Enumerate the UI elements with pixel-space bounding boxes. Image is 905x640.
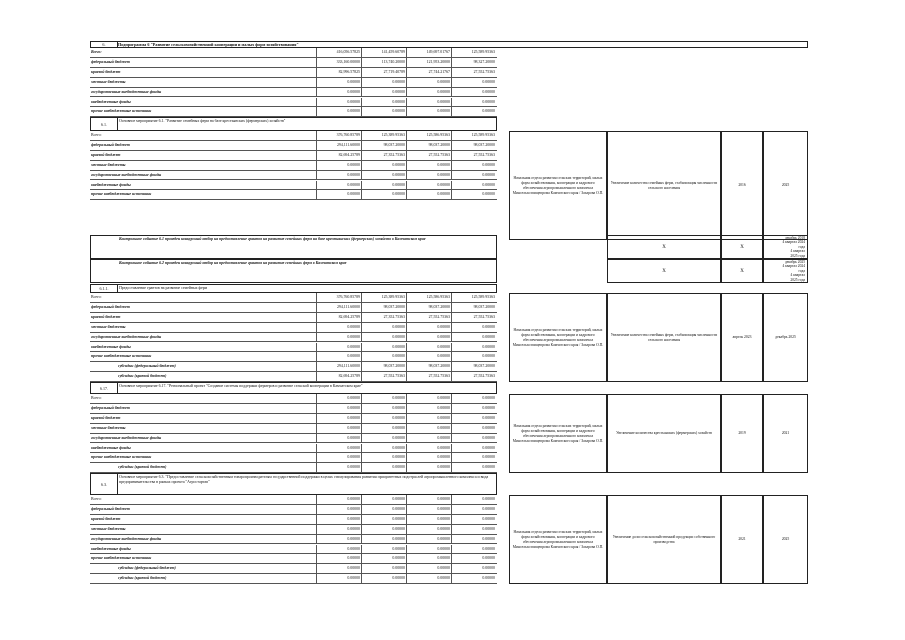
row-value: 0.00000 xyxy=(361,574,406,583)
row-label: внебюджетные фонды xyxy=(91,182,131,187)
row-value: 27,552.75363 xyxy=(406,313,451,322)
row-value: 0.00000 xyxy=(406,453,451,462)
subprogram-header xyxy=(90,41,808,48)
table-row xyxy=(90,515,497,525)
row-value: 0.00000 xyxy=(316,323,361,332)
subprogram-number: 6. xyxy=(91,42,118,47)
table-row xyxy=(90,48,497,58)
section-result: Увеличение количества семейных ферм, стабилизация численности сельского населения xyxy=(607,293,721,382)
row-value: 0.00000 xyxy=(451,505,496,514)
row-value: 0.00000 xyxy=(451,434,496,443)
row-value: 27,552.75363 xyxy=(406,372,451,381)
row-value: 0.00000 xyxy=(451,181,496,190)
row-value: 125,389.95363 xyxy=(361,131,406,140)
row-value: 0.00000 xyxy=(406,505,451,514)
table-row xyxy=(90,505,497,515)
event-date-line: декабрь 2025 xyxy=(784,259,805,264)
table-row xyxy=(90,453,497,463)
row-value: 125,589.95363 xyxy=(451,131,496,140)
row-value: 0.00000 xyxy=(316,434,361,443)
section-title-s611 xyxy=(90,284,497,293)
row-value: 0.00000 xyxy=(406,574,451,583)
row-value: 0.00000 xyxy=(451,424,496,433)
row-value: 0.00000 xyxy=(451,78,496,87)
row-value: 98,037.20000 xyxy=(451,362,496,371)
table-row xyxy=(90,535,497,545)
row-label: краевой бюджет xyxy=(91,69,121,74)
row-value: 0.00000 xyxy=(406,545,451,554)
row-label: прочие внебюджетные источники xyxy=(91,354,152,359)
row-label: субсидии (краевой бюджет) xyxy=(118,465,167,470)
row-label: Всего: xyxy=(91,396,102,400)
row-value: 0.00000 xyxy=(451,414,496,423)
event-date-line: года xyxy=(798,244,805,249)
section-end: 2025 xyxy=(763,495,808,584)
table-row xyxy=(90,78,497,88)
section-result: Увеличение количества семейных ферм, стабилизация численности сельского населения xyxy=(607,131,721,240)
row-value: 0.00000 xyxy=(316,88,361,97)
row-value: 98,037.20000 xyxy=(406,141,451,150)
table-row xyxy=(90,131,497,141)
row-value: 0.00000 xyxy=(451,171,496,180)
row-value: 0.00000 xyxy=(406,404,451,413)
row-value: 0.00000 xyxy=(361,352,406,361)
row-value: 82,694.25789 xyxy=(316,313,361,322)
row-label: субсидии (краевой бюджет) xyxy=(118,576,167,581)
row-value: 0.00000 xyxy=(406,535,451,544)
table-row xyxy=(90,171,497,181)
row-value: 0.00000 xyxy=(406,78,451,87)
row-value: 27,552.75363 xyxy=(361,372,406,381)
section-end: 2025 xyxy=(763,131,808,240)
row-value: 0.00000 xyxy=(406,88,451,97)
table-row xyxy=(90,564,497,574)
table-row xyxy=(90,323,497,333)
section-executor: Начальник отдела развития сельских территорий, малых форм хозяйствования, кооперации и кадрового обеспечения агропромышленного комплекса Минсельхозпищепрома Камчатского края / Захарова О.П. xyxy=(509,495,607,584)
row-label: прочие внебюджетные источники xyxy=(91,192,152,197)
row-value: 0.00000 xyxy=(361,453,406,462)
event-x-mark: X xyxy=(721,259,763,283)
row-label: прочие внебюджетные источники xyxy=(91,556,152,561)
row-value: 98,037.20000 xyxy=(361,362,406,371)
row-value: 82,996.57825 xyxy=(316,68,361,77)
row-label: федеральный бюджет xyxy=(91,405,130,410)
row-value: 0.00000 xyxy=(406,463,451,472)
row-value: 0.00000 xyxy=(451,333,496,342)
row-label: федеральный бюджет xyxy=(91,142,130,147)
row-value: 27,352.75363 xyxy=(361,151,406,160)
table-row xyxy=(90,444,497,454)
row-label: краевой бюджет xyxy=(91,415,121,420)
row-value: 0.00000 xyxy=(406,414,451,423)
row-value: 0.00000 xyxy=(451,515,496,524)
row-value: 0.00000 xyxy=(406,564,451,573)
row-value: 0.00000 xyxy=(361,564,406,573)
row-value: 294,111.60000 xyxy=(316,303,361,312)
table-row xyxy=(90,141,497,151)
row-value: 0.00000 xyxy=(451,545,496,554)
table-row xyxy=(90,68,497,78)
row-value: 0.00000 xyxy=(316,181,361,190)
row-label: местные бюджеты xyxy=(91,324,126,329)
row-value: 0.00000 xyxy=(406,343,451,352)
row-value: 0.00000 xyxy=(361,463,406,472)
table-row xyxy=(90,313,497,323)
row-label: местные бюджеты xyxy=(91,526,126,531)
row-value: 0.00000 xyxy=(451,495,496,504)
event-date-line: 4 квартал 2024 xyxy=(782,240,805,245)
table-row xyxy=(90,343,497,353)
row-value: 0.00000 xyxy=(316,463,361,472)
row-value: 98,037.20000 xyxy=(451,141,496,150)
row-value: 0.00000 xyxy=(361,554,406,563)
row-value: 0.00000 xyxy=(316,414,361,423)
budget-table xyxy=(90,41,808,581)
row-value: 0.00000 xyxy=(406,424,451,433)
row-value: 0.00000 xyxy=(451,453,496,462)
table-row xyxy=(90,151,497,161)
row-label: государственные внебюджетные фонды xyxy=(91,435,162,440)
row-value: 98,037.20000 xyxy=(361,303,406,312)
row-value: 0.00000 xyxy=(361,414,406,423)
row-value: 0.00000 xyxy=(451,564,496,573)
row-value: 0.00000 xyxy=(406,171,451,180)
row-value: 0.00000 xyxy=(406,495,451,504)
row-value: 0.00000 xyxy=(451,107,496,116)
row-value: 0.00000 xyxy=(406,107,451,116)
row-label: внебюджетные фонды xyxy=(91,344,131,349)
row-value: 0.00000 xyxy=(406,394,451,403)
event-x-mark: X xyxy=(607,235,721,259)
row-label: субсидии (федеральный бюджет) xyxy=(118,566,176,571)
row-label: внебюджетные фонды xyxy=(91,445,131,450)
row-value: 125,589.95363 xyxy=(451,48,496,57)
row-value: 0.00000 xyxy=(451,352,496,361)
table-row xyxy=(90,181,497,191)
row-value: 0.00000 xyxy=(316,107,361,116)
row-value: 0.00000 xyxy=(451,88,496,97)
table-row xyxy=(90,394,497,404)
row-value: 0.00000 xyxy=(316,171,361,180)
row-value: 0.00000 xyxy=(361,424,406,433)
event-date-line: 4 квартал xyxy=(790,249,805,254)
row-value: 0.00000 xyxy=(406,161,451,170)
row-value: 27,719.40789 xyxy=(361,68,406,77)
section-title: Основное мероприятие 6.17. "Региональный проект "Создание системы поддержки фермеров и развитие сельской кооперации в Камчатском крае" xyxy=(119,384,363,388)
row-value: 0.00000 xyxy=(361,434,406,443)
row-label: государственные внебюджетные фонды xyxy=(91,89,162,94)
row-value: 0.00000 xyxy=(361,495,406,504)
row-value: 0.00000 xyxy=(451,535,496,544)
row-label: краевой бюджет xyxy=(91,152,121,157)
row-value: 0.00000 xyxy=(316,394,361,403)
row-value: 27,552.75363 xyxy=(451,372,496,381)
table-row xyxy=(90,107,497,117)
row-value: 82,694.25789 xyxy=(316,372,361,381)
section-title-s61 xyxy=(90,117,497,131)
row-value: 0.00000 xyxy=(361,98,406,107)
event-x-mark: X xyxy=(721,235,763,259)
row-value: 0.00000 xyxy=(361,545,406,554)
control-event xyxy=(90,259,497,283)
row-value: 0.00000 xyxy=(406,352,451,361)
table-row xyxy=(90,362,497,372)
event-date-line: 2025 года xyxy=(790,253,805,258)
row-value: 0.00000 xyxy=(361,444,406,453)
section-number: 6.1. xyxy=(91,118,118,130)
table-row xyxy=(90,333,497,343)
row-value: 0.00000 xyxy=(361,394,406,403)
table-row xyxy=(90,190,497,200)
section-result: Увеличение количества крестьянских (фермерских) хозяйств xyxy=(607,394,721,473)
row-value: 98,037.20000 xyxy=(406,362,451,371)
section-number: 6.1.1. xyxy=(91,285,118,292)
row-value: 0.00000 xyxy=(361,404,406,413)
event-date-line: декабрь 2018 xyxy=(784,235,805,240)
row-value: 0.00000 xyxy=(316,545,361,554)
table-row xyxy=(90,58,497,68)
row-value: 113,740.20000 xyxy=(361,58,406,67)
row-value: 0.00000 xyxy=(361,107,406,116)
row-value: 0.00000 xyxy=(361,505,406,514)
row-value: 125,389.95363 xyxy=(361,293,406,302)
table-row xyxy=(90,463,497,473)
row-label: местные бюджеты xyxy=(91,79,126,84)
row-value: 0.00000 xyxy=(406,98,451,107)
row-value: 149,697.01767 xyxy=(406,48,451,57)
row-value: 27,352.75363 xyxy=(361,313,406,322)
table-row xyxy=(90,554,497,564)
row-value: 82,694.25789 xyxy=(316,151,361,160)
row-value: 333,160.00000 xyxy=(316,58,361,67)
section-result: Увеличение доли сельскохозяйственной продукции собственного производства xyxy=(607,495,721,584)
table-row xyxy=(90,352,497,362)
event-dates xyxy=(763,259,808,283)
row-value: 0.00000 xyxy=(406,515,451,524)
row-value: 0.00000 xyxy=(316,78,361,87)
row-label: федеральный бюджет xyxy=(91,59,130,64)
subprogram-title: Подпрограмма 6 "Развитие сельскохозяйственной кооперации и малых форм хозяйствования" xyxy=(118,42,299,47)
event-x-mark: X xyxy=(607,259,721,283)
row-label: субсидии (краевой бюджет) xyxy=(118,374,167,379)
row-value: 294,111.60000 xyxy=(316,362,361,371)
row-value: 0.00000 xyxy=(361,525,406,534)
row-value: 0.00000 xyxy=(361,515,406,524)
row-value: 141,459.60789 xyxy=(361,48,406,57)
section-end: 2021 xyxy=(763,394,808,473)
row-value: 0.00000 xyxy=(406,434,451,443)
section-start: 2021 xyxy=(721,495,763,584)
row-value: 0.00000 xyxy=(361,161,406,170)
row-value: 0.00000 xyxy=(316,444,361,453)
row-value: 121,953.20000 xyxy=(406,58,451,67)
row-value: 0.00000 xyxy=(406,444,451,453)
row-value: 0.00000 xyxy=(316,515,361,524)
row-value: 0.00000 xyxy=(316,161,361,170)
section-title: Предоставление грантов на развитие семейных ферм xyxy=(119,286,208,290)
row-value: 0.00000 xyxy=(316,404,361,413)
row-value: 0.00000 xyxy=(406,333,451,342)
row-label: краевой бюджет xyxy=(91,314,121,319)
section-title-s617 xyxy=(90,382,497,394)
row-value: 0.00000 xyxy=(316,98,361,107)
row-value: 27,744.21767 xyxy=(406,68,451,77)
table-row xyxy=(90,372,497,382)
row-label: государственные внебюджетные фонды xyxy=(91,536,162,541)
row-value: 98,037.20000 xyxy=(451,303,496,312)
section-start: апрель 2023 xyxy=(721,293,763,382)
row-value: 98,037.20000 xyxy=(361,141,406,150)
table-row xyxy=(90,161,497,171)
row-value: 0.00000 xyxy=(361,333,406,342)
event-date-line: года xyxy=(798,268,805,273)
row-value: 0.00000 xyxy=(361,78,406,87)
row-value: 0.00000 xyxy=(361,535,406,544)
control-event-text: Контрольное событие 6.1 проведен конкурсный отбор на предоставление грантов на развитие семейных ферм на базе крестьянских (фермерских) хозяйств в Камчатском крае xyxy=(119,237,426,241)
row-value: 27,552.75363 xyxy=(451,151,496,160)
row-label: Всего: xyxy=(91,50,102,54)
row-value: 0.00000 xyxy=(451,574,496,583)
table-row xyxy=(90,495,497,505)
row-value: 0.00000 xyxy=(451,323,496,332)
table-row xyxy=(90,98,497,108)
event-date-line: 4 квартал xyxy=(790,273,805,278)
row-value: 0.00000 xyxy=(406,181,451,190)
section-executor: Начальник отдела развития сельских территорий, малых форм хозяйствования, кооперации и кадрового обеспечения агропромышленного комплекса Минсельхозпищепрома Камчатского края / Захарова О.П. xyxy=(509,293,607,382)
section-title-s63 xyxy=(90,473,497,495)
row-value: 0.00000 xyxy=(406,323,451,332)
row-value: 0.00000 xyxy=(361,181,406,190)
row-label: прочие внебюджетные источники xyxy=(91,455,152,460)
section-executor: Начальник отдела развития сельских территорий, малых форм хозяйствования, кооперации и кадрового обеспечения агропромышленного комплекса Минсельхозпищепрома Камчатского края / Захарова О.П. xyxy=(509,394,607,473)
row-value: 0.00000 xyxy=(316,495,361,504)
row-value: 0.00000 xyxy=(406,554,451,563)
row-label: местные бюджеты xyxy=(91,162,126,167)
section-start: 2016 xyxy=(721,131,763,240)
row-value: 125,586.95363 xyxy=(406,293,451,302)
row-value: 376,760.85789 xyxy=(316,131,361,140)
row-value: 0.00000 xyxy=(451,554,496,563)
row-value: 0.00000 xyxy=(316,535,361,544)
row-value: 0.00000 xyxy=(451,190,496,199)
control-event xyxy=(90,235,497,259)
row-value: 0.00000 xyxy=(451,161,496,170)
row-value: 0.00000 xyxy=(361,88,406,97)
row-value: 416,056.57825 xyxy=(316,48,361,57)
row-value: 0.00000 xyxy=(451,394,496,403)
row-label: местные бюджеты xyxy=(91,425,126,430)
section-title: Основное мероприятие 6.3. "Предоставление сельскохозяйственным товаропроизводителям государственной поддержки в целях стимулирования развития приоритетных подотраслей агропромышленного комплекса и вида предпринимательства в рамках проекта "Агростартап" xyxy=(119,475,489,484)
row-value: 0.00000 xyxy=(406,525,451,534)
row-value: 0.00000 xyxy=(316,333,361,342)
section-end: декабрь 2025 xyxy=(763,293,808,382)
section-executor: Начальник отдела развития сельских территорий, малых форм хозяйствования, кооперации и кадрового обеспечения агропромышленного комплекса Минсельхозпищепрома Камчатского края / Захарова О.П. xyxy=(509,131,607,240)
row-value: 0.00000 xyxy=(316,343,361,352)
row-value: 0.00000 xyxy=(316,352,361,361)
row-value: 27,552.75363 xyxy=(451,68,496,77)
event-date-line: 4 квартал 2024 xyxy=(782,264,805,269)
section-title: Основное мероприятие 6.1. "Развитие семейных ферм на базе крестьянских (фермерских) хозяйств" xyxy=(119,119,286,123)
row-value: 0.00000 xyxy=(316,564,361,573)
row-value: 0.00000 xyxy=(316,574,361,583)
row-label: внебюджетные фонды xyxy=(91,99,131,104)
table-row xyxy=(90,293,497,303)
row-value: 294,111.60000 xyxy=(316,141,361,150)
section-start: 2019 xyxy=(721,394,763,473)
row-label: федеральный бюджет xyxy=(91,304,130,309)
table-row xyxy=(90,525,497,535)
row-label: Всего: xyxy=(91,295,102,299)
row-label: Всего: xyxy=(91,133,102,137)
control-event-text: Контрольное событие 6.2 проведен конкурсный отбор на предоставление грантов на развитие семейных ферм в Камчатском крае xyxy=(119,261,347,265)
table-row xyxy=(90,545,497,555)
event-dates xyxy=(763,235,808,259)
row-value: 98,037.20000 xyxy=(406,303,451,312)
table-row xyxy=(90,303,497,313)
row-value: 0.00000 xyxy=(316,505,361,514)
row-value: 0.00000 xyxy=(361,171,406,180)
row-value: 125,586.95363 xyxy=(406,131,451,140)
table-row xyxy=(90,414,497,424)
row-value: 0.00000 xyxy=(451,343,496,352)
row-label: субсидии (федеральный бюджет) xyxy=(118,364,176,369)
row-value: 98,327.20000 xyxy=(451,58,496,67)
table-row xyxy=(90,434,497,444)
row-value: 0.00000 xyxy=(451,463,496,472)
table-row xyxy=(90,424,497,434)
row-value: 0.00000 xyxy=(406,190,451,199)
section-number: 6.3. xyxy=(91,474,118,494)
row-value: 0.00000 xyxy=(316,525,361,534)
row-value: 0.00000 xyxy=(361,343,406,352)
row-value: 0.00000 xyxy=(361,190,406,199)
row-label: внебюджетные фонды xyxy=(91,546,131,551)
row-value: 0.00000 xyxy=(451,444,496,453)
row-value: 0.00000 xyxy=(316,190,361,199)
row-value: 125,589.95363 xyxy=(451,293,496,302)
row-label: государственные внебюджетные фонды xyxy=(91,172,162,177)
row-label: Всего: xyxy=(91,497,102,501)
row-value: 0.00000 xyxy=(316,453,361,462)
row-label: федеральный бюджет xyxy=(91,506,130,511)
row-value: 0.00000 xyxy=(451,525,496,534)
row-value: 376,760.85789 xyxy=(316,293,361,302)
row-value: 0.00000 xyxy=(361,323,406,332)
row-label: государственные внебюджетные фонды xyxy=(91,334,162,339)
table-row xyxy=(90,404,497,414)
row-value: 0.00000 xyxy=(451,98,496,107)
row-value: 27,552.75363 xyxy=(451,313,496,322)
table-row xyxy=(90,574,497,584)
row-value: 27,552.75363 xyxy=(406,151,451,160)
row-value: 0.00000 xyxy=(316,424,361,433)
row-value: 0.00000 xyxy=(451,404,496,413)
row-label: прочие внебюджетные источники xyxy=(91,109,152,114)
event-date-line: 2025 года xyxy=(790,277,805,282)
row-value: 0.00000 xyxy=(316,554,361,563)
section-number: 6.17. xyxy=(91,383,118,393)
table-row xyxy=(90,88,497,98)
row-label: краевой бюджет xyxy=(91,516,121,521)
